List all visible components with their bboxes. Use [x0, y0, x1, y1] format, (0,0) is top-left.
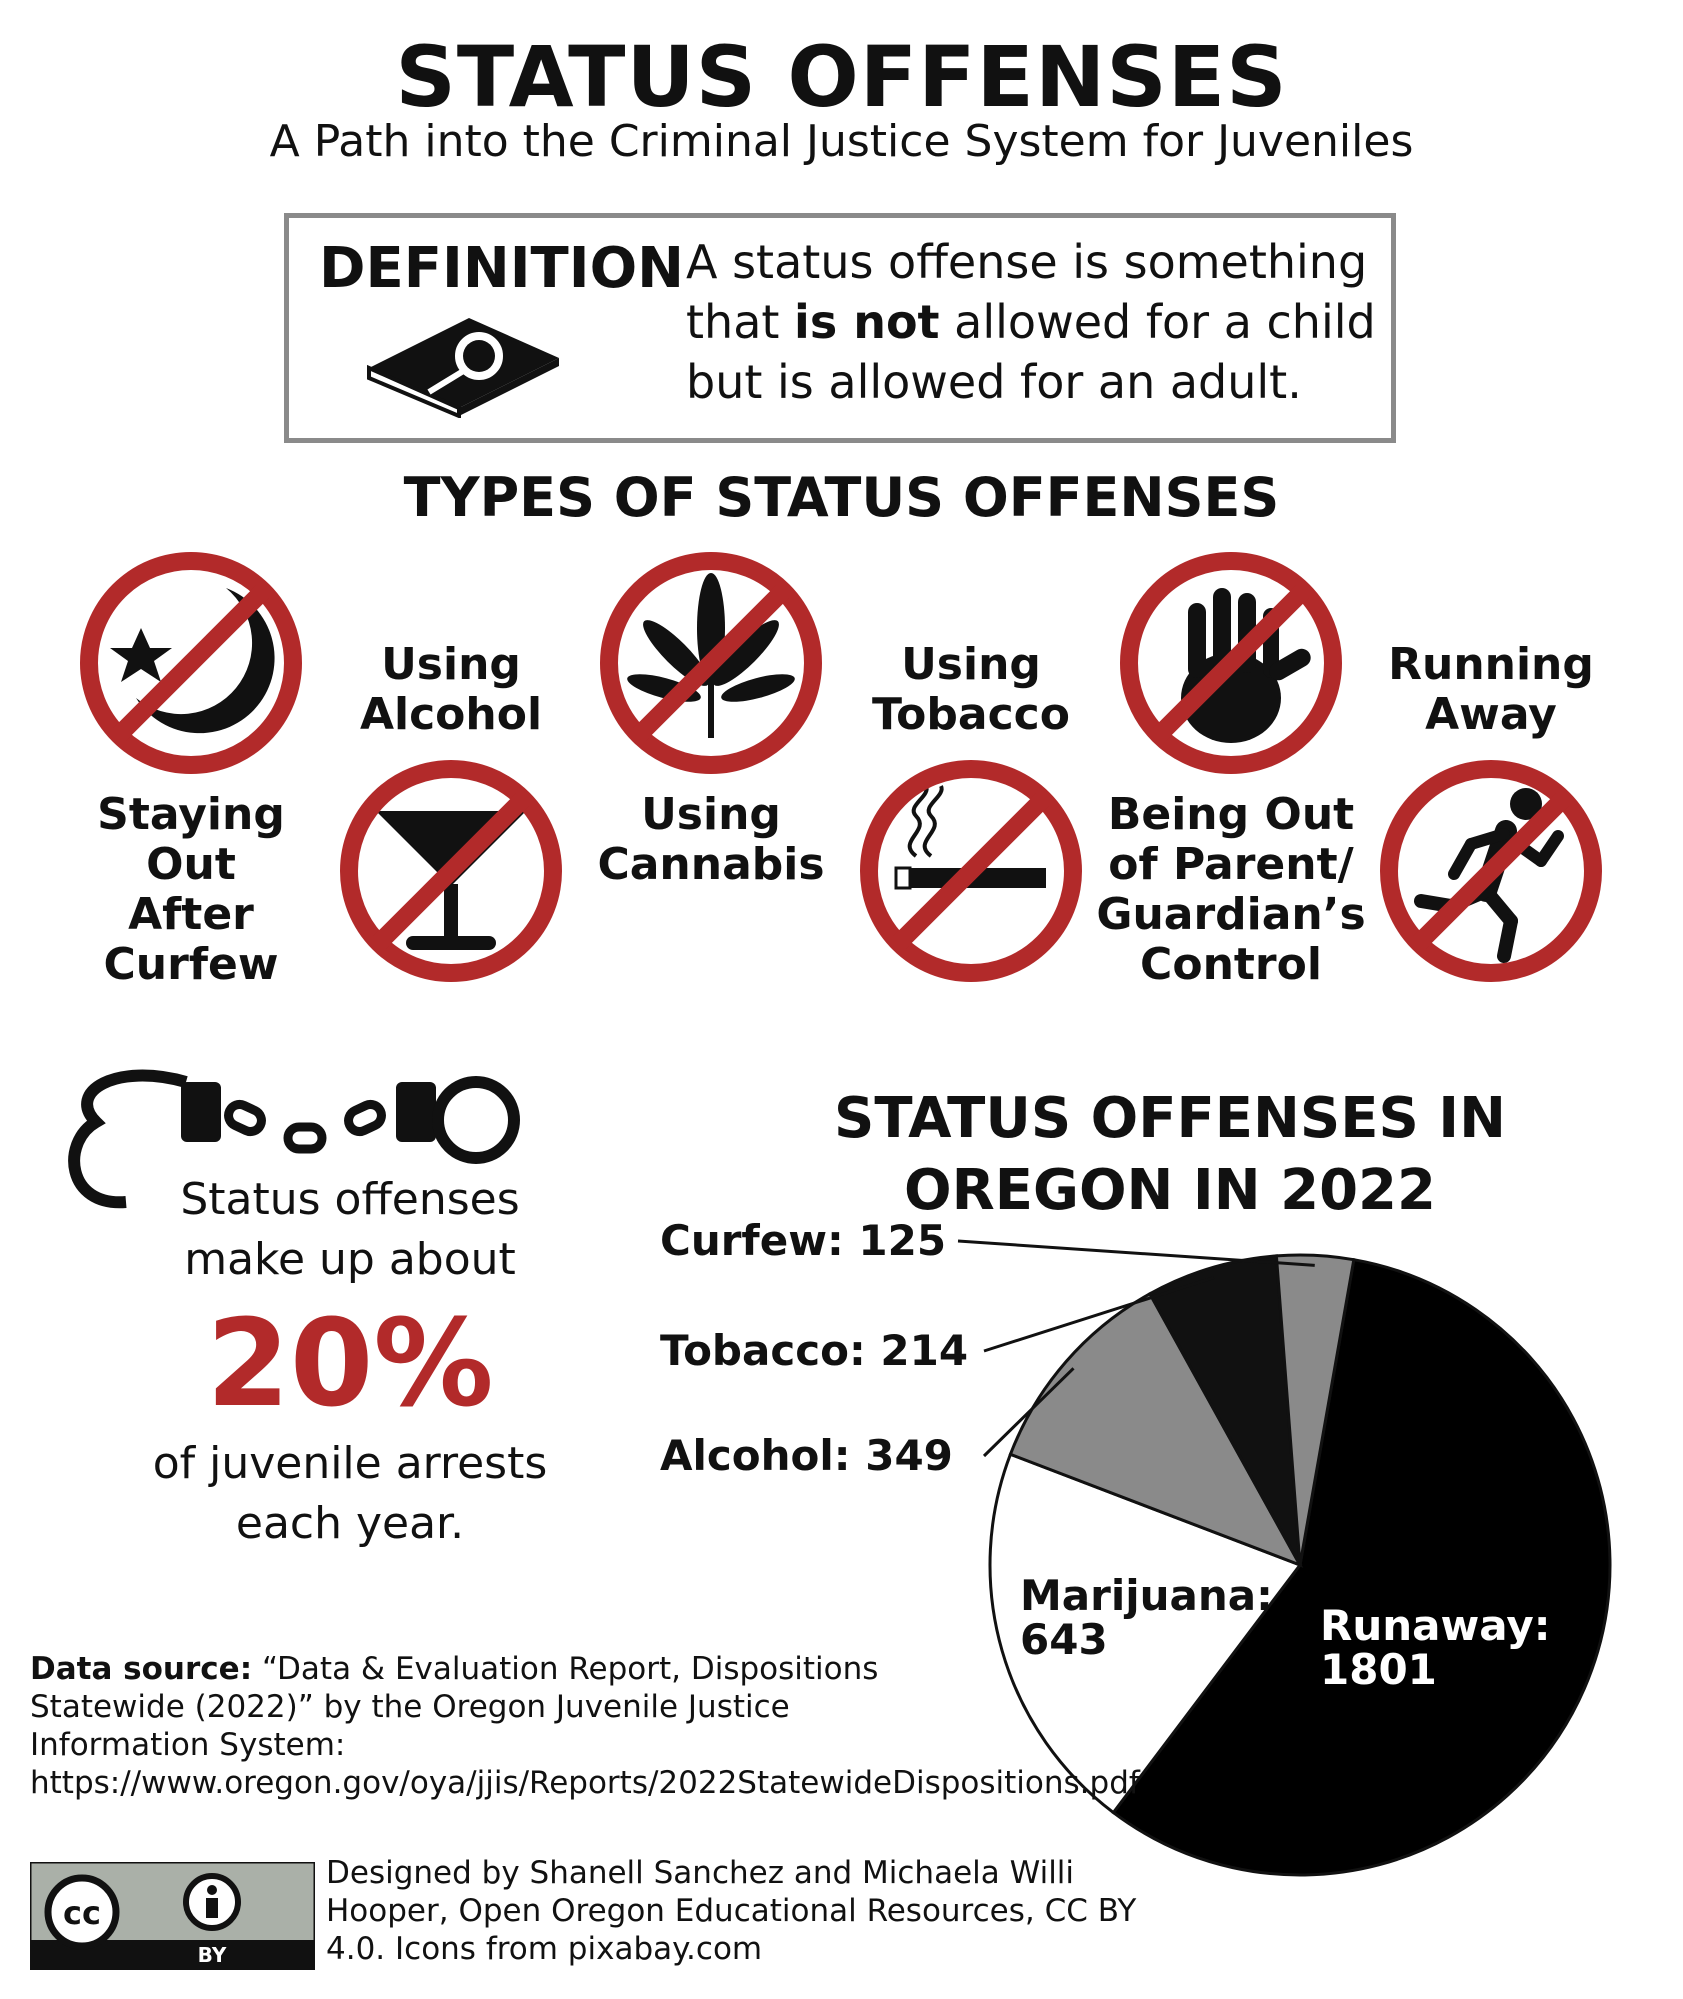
stat-percent: 20% — [206, 1295, 494, 1434]
types-heading: TYPES OF STATUS OFFENSES — [403, 466, 1280, 529]
pie-label-alcohol: Alcohol: 349 — [660, 1431, 953, 1480]
type-label-parent-control: Being Out of Parent/ Guardian’s Control — [1096, 789, 1366, 990]
no-cocktail-glass-icon — [336, 756, 566, 986]
data-source: Data source: “Data & Evaluation Report, Dispositions Statewide (2022)” by the Oregon Juvenile Justice Information System: https://www.oregon.gov/oya/jjis/Reports/2022StatewideDispositions.pdf — [30, 1651, 1140, 1801]
page-title: STATUS OFFENSES — [395, 28, 1288, 126]
definition-heading: DEFINITION — [319, 236, 685, 301]
no-cannabis-leaf-icon — [596, 548, 826, 778]
type-label-running-away: Running Away — [1388, 639, 1594, 740]
credit-text: Designed by Shanell Sanchez and Michaela Willi Hooper, Open Oregon Educational Resources, CC BY 4.0. Icons from pixabay.com — [326, 1855, 1137, 1967]
pie-label-tobacco: Tobacco: 214 — [660, 1326, 969, 1375]
type-label-curfew: Staying Out After Curfew — [97, 789, 285, 990]
no-cigarette-icon — [856, 756, 1086, 986]
stat-line-1: Status offenses make up about — [180, 1174, 520, 1285]
stat-line-2: of juvenile arrests each year. — [152, 1438, 548, 1549]
by-text: BY — [197, 1943, 227, 1967]
pie-label-runaway: Runaway: 1801 — [1320, 1601, 1551, 1694]
pie-label-marijuana: Marijuana: 643 — [1020, 1571, 1273, 1664]
no-moon-star-icon — [76, 548, 306, 778]
no-running-person-icon — [1376, 756, 1606, 986]
chart-title: STATUS OFFENSES IN OREGON IN 2022 — [833, 1086, 1507, 1223]
book-magnifier-icon — [359, 308, 569, 418]
page-subtitle: A Path into the Criminal Justice System for Juveniles — [269, 116, 1414, 167]
type-label-cannabis: Using Cannabis — [597, 789, 825, 890]
no-hand-icon — [1116, 548, 1346, 778]
cc-text: cc — [63, 1894, 101, 1932]
definition-text: A status offense is something that is not allowed for a child but is allowed for an adult. — [686, 235, 1376, 409]
definition-box — [284, 213, 1396, 443]
type-label-tobacco: Using Tobacco — [872, 639, 1070, 740]
type-label-alcohol: Using Alcohol — [359, 639, 543, 740]
cc-by-license-badge — [30, 1862, 315, 1970]
pie-leader-curfew — [958, 1241, 1315, 1265]
pie-label-curfew: Curfew: 125 — [660, 1220, 947, 1265]
